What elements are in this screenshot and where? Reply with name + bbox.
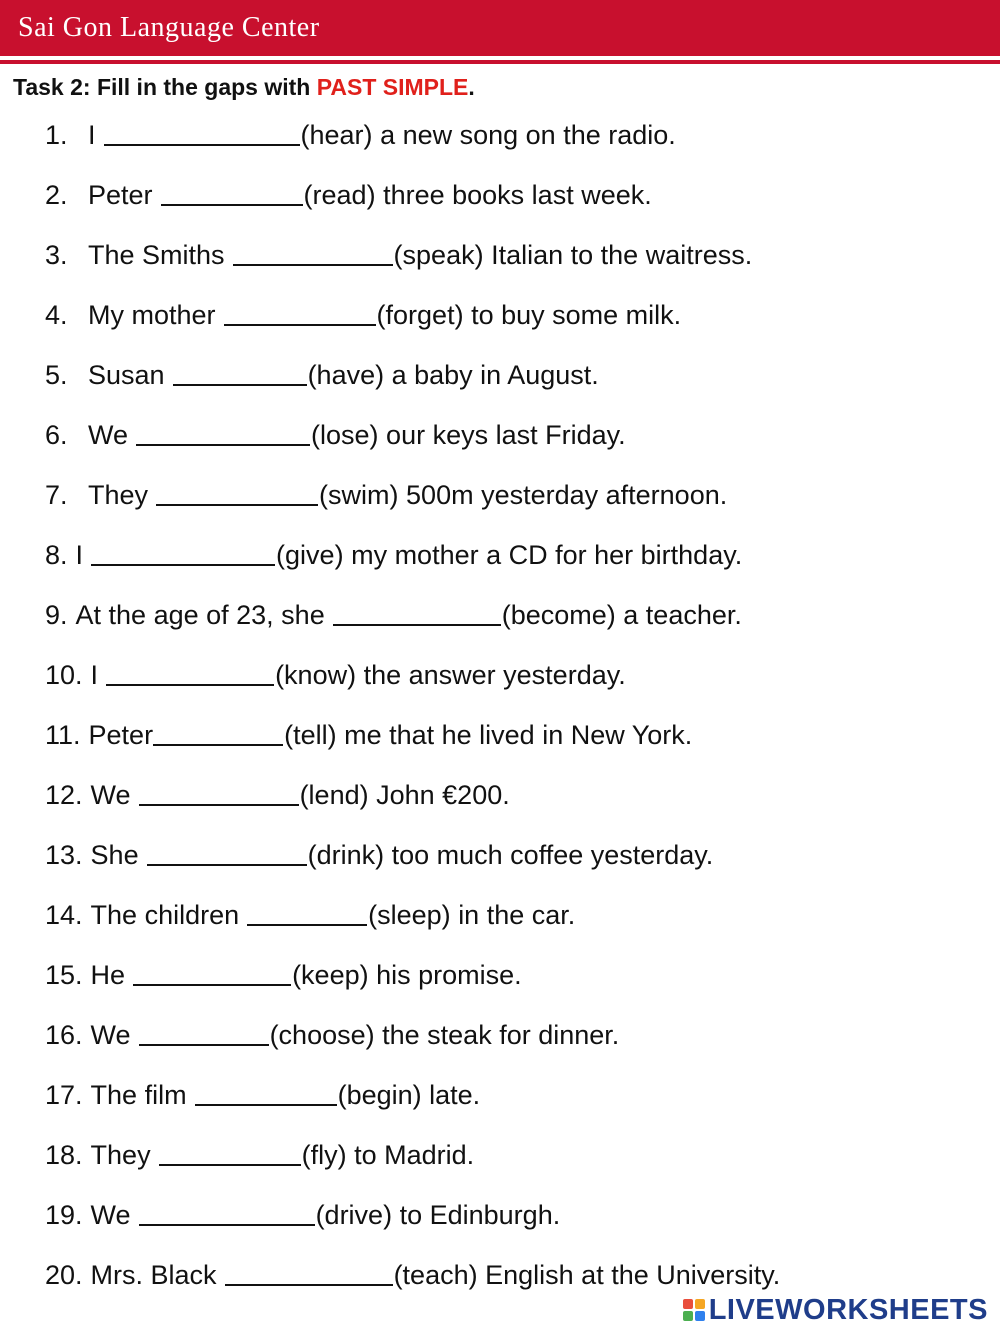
item-number: 7.: [45, 480, 68, 510]
item-rest: to Madrid.: [354, 1140, 475, 1170]
exercise-item: [45, 774, 985, 834]
liveworksheets-logo-text: LIVEWORKSHEETS: [708, 1293, 988, 1326]
item-number: 14.: [45, 900, 83, 930]
item-rest: a baby in August.: [391, 360, 599, 390]
item-number: 12.: [45, 780, 83, 810]
item-rest: too much coffee yesterday.: [391, 840, 714, 870]
exercise-item: [45, 654, 985, 714]
item-verb-hint: (lose): [311, 420, 379, 450]
item-rest: a teacher.: [623, 600, 742, 630]
item-rest: his promise.: [376, 960, 522, 990]
item-verb-hint: (drink): [307, 840, 385, 870]
item-number: 18.: [45, 1140, 83, 1170]
answer-gap[interactable]: [195, 1076, 337, 1106]
exercise-item: [45, 714, 985, 774]
item-number: 17.: [45, 1080, 83, 1110]
item-subject: Susan: [88, 360, 165, 390]
item-number: 16.: [45, 1020, 83, 1050]
item-subject: We: [90, 1200, 131, 1230]
item-verb-hint: (keep): [292, 960, 369, 990]
item-rest: to Edinburgh.: [399, 1200, 561, 1230]
exercise-item: [45, 234, 985, 294]
item-subject: The Smiths: [88, 240, 225, 270]
item-number: 8.: [45, 540, 68, 570]
exercise-item: [45, 1194, 985, 1254]
item-verb-hint: (swim): [319, 480, 399, 510]
item-subject: They: [90, 1140, 151, 1170]
answer-gap[interactable]: [106, 656, 274, 686]
item-subject: The film: [90, 1080, 187, 1110]
item-rest: a new song on the radio.: [380, 120, 676, 150]
header-divider: [0, 60, 1000, 64]
item-verb-hint: (fly): [301, 1140, 347, 1170]
item-subject: I: [88, 120, 96, 150]
liveworksheets-logo-icon: [683, 1299, 705, 1321]
item-verb-hint: (have): [307, 360, 385, 390]
item-number: 5.: [45, 360, 68, 390]
item-subject: My mother: [88, 300, 216, 330]
item-rest: three books last week.: [383, 180, 652, 210]
item-subject: Peter: [88, 180, 153, 210]
item-rest: the steak for dinner.: [382, 1020, 620, 1050]
item-rest: Italian to the waitress.: [491, 240, 753, 270]
item-number: 10.: [45, 660, 83, 690]
item-verb-hint: (know): [275, 660, 357, 690]
item-subject: At the age of 23, she: [75, 600, 325, 630]
exercise-item: [45, 114, 985, 174]
item-rest: late.: [429, 1080, 481, 1110]
item-number: 1.: [45, 120, 68, 150]
exercise-item: [45, 174, 985, 234]
answer-gap[interactable]: [153, 716, 283, 746]
item-number: 9.: [45, 600, 68, 630]
answer-gap[interactable]: [173, 356, 307, 386]
logo-mark-tile: [695, 1311, 705, 1321]
logo-mark-tile: [695, 1299, 705, 1309]
exercise-item: [45, 954, 985, 1014]
header-bar: [0, 0, 1000, 56]
logo-mark-tile: [683, 1311, 693, 1321]
answer-gap[interactable]: [91, 536, 275, 566]
item-verb-hint: (tell): [284, 720, 337, 750]
item-rest: me that he lived in New York.: [344, 720, 693, 750]
item-verb-hint: (read): [303, 180, 376, 210]
item-verb-hint: (teach): [393, 1260, 478, 1290]
exercise-item: [45, 534, 985, 594]
answer-gap[interactable]: [139, 1196, 315, 1226]
answer-gap[interactable]: [147, 836, 307, 866]
answer-gap[interactable]: [104, 116, 300, 146]
logo-mark-tile: [683, 1299, 693, 1309]
item-number: 20.: [45, 1260, 83, 1290]
item-rest: our keys last Friday.: [386, 420, 626, 450]
item-subject: He: [90, 960, 126, 990]
exercise-list: [45, 114, 985, 1314]
exercise-item: [45, 1134, 985, 1194]
item-subject: Peter: [88, 720, 154, 750]
exercise-item: [45, 594, 985, 654]
item-verb-hint: (forget): [376, 300, 464, 330]
item-rest: the answer yesterday.: [363, 660, 626, 690]
item-number: 13.: [45, 840, 83, 870]
item-subject: They: [88, 480, 149, 510]
task-heading-label: Task 2: Fill in the gaps with: [13, 74, 317, 100]
item-number: 19.: [45, 1200, 83, 1230]
answer-gap[interactable]: [156, 476, 318, 506]
task-heading-end: .: [468, 74, 475, 100]
liveworksheets-logo: [683, 1295, 988, 1325]
item-verb-hint: (become): [501, 600, 616, 630]
exercise-item: [45, 474, 985, 534]
item-verb-hint: (choose): [269, 1020, 375, 1050]
answer-gap[interactable]: [136, 416, 310, 446]
answer-gap[interactable]: [161, 176, 303, 206]
exercise-item: [45, 354, 985, 414]
item-subject: She: [90, 840, 139, 870]
answer-gap[interactable]: [139, 1016, 269, 1046]
answer-gap[interactable]: [225, 1256, 393, 1286]
exercise-item: [45, 294, 985, 354]
item-number: 2.: [45, 180, 68, 210]
item-rest: to buy some milk.: [471, 300, 682, 330]
answer-gap[interactable]: [247, 896, 367, 926]
exercise-item: [45, 414, 985, 474]
item-number: 15.: [45, 960, 83, 990]
item-rest: John €200.: [376, 780, 510, 810]
item-verb-hint: (sleep): [368, 900, 451, 930]
answer-gap[interactable]: [224, 296, 376, 326]
task-heading-highlight: PAST SIMPLE: [316, 74, 469, 100]
item-subject: We: [90, 1020, 131, 1050]
exercise-item: [45, 894, 985, 954]
answer-gap[interactable]: [233, 236, 393, 266]
item-subject: The children: [90, 900, 240, 930]
exercise-item: [45, 834, 985, 894]
header-title: Sai Gon Language Center: [18, 12, 320, 43]
item-number: 11.: [45, 720, 81, 750]
item-rest: 500m yesterday afternoon.: [406, 480, 728, 510]
item-verb-hint: (speak): [393, 240, 484, 270]
item-verb-hint: (begin): [337, 1080, 422, 1110]
item-verb-hint: (lend): [299, 780, 369, 810]
answer-gap[interactable]: [139, 776, 299, 806]
answer-gap[interactable]: [333, 596, 501, 626]
item-verb-hint: (give): [276, 540, 344, 570]
item-rest: my mother a CD for her birthday.: [351, 540, 743, 570]
answer-gap[interactable]: [133, 956, 291, 986]
exercise-item: [45, 1014, 985, 1074]
item-verb-hint: (hear): [300, 120, 373, 150]
item-subject: I: [75, 540, 84, 570]
answer-gap[interactable]: [159, 1136, 301, 1166]
item-subject: Mrs. Black: [90, 1260, 217, 1290]
item-verb-hint: (drive): [315, 1200, 393, 1230]
task-heading: [13, 74, 475, 102]
item-subject: We: [90, 780, 131, 810]
item-number: 4.: [45, 300, 68, 330]
item-subject: We: [88, 420, 129, 450]
exercise-item: [45, 1074, 985, 1134]
item-rest: in the car.: [458, 900, 576, 930]
item-rest: English at the University.: [485, 1260, 781, 1290]
item-subject: I: [90, 660, 99, 690]
item-number: 6.: [45, 420, 68, 450]
item-number: 3.: [45, 240, 68, 270]
